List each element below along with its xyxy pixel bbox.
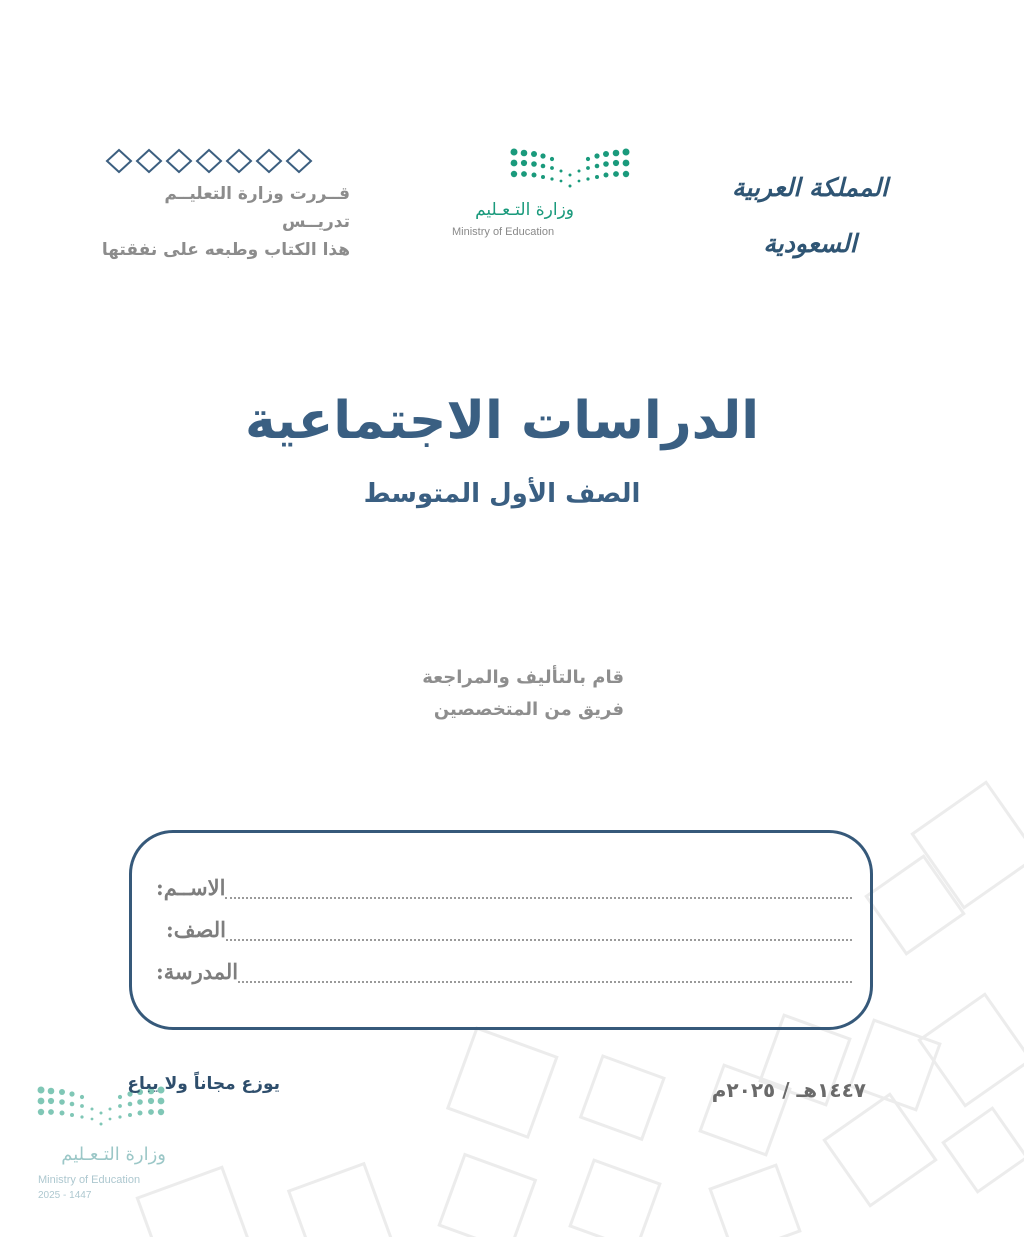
ministry-approval-text [100, 180, 350, 264]
name-label: الاســم: [156, 874, 226, 900]
book-title: الدراسات الاجتماعية [244, 391, 760, 451]
moe-footer-arabic-name: وزارة التـعـليم [61, 1144, 166, 1165]
name-field-row [148, 867, 852, 907]
kingdom-of-saudi-arabia-calligraphy: المملكة العربية السعودية [732, 173, 888, 258]
grade-label: الصف: [166, 916, 226, 942]
moe-english-name: Ministry of Education [452, 226, 555, 238]
diamond-row-icon [104, 148, 314, 174]
moe-arabic-name: وزارة التـعـليم [475, 200, 574, 220]
authors-credit [380, 662, 624, 726]
school-label: المدرسة: [156, 958, 239, 984]
school-field-row [148, 951, 852, 991]
book-grade: الصف الأول المتوسط [363, 479, 641, 509]
school-input[interactable] [238, 967, 852, 983]
grade-input[interactable] [226, 925, 852, 941]
edition-year: ١٤٤٧هـ / ٢٠٢٥م [711, 1078, 866, 1102]
approval-line-2: هذا الكتاب وطبعه على نفقتها [101, 240, 350, 260]
authors-line-1: قام بالتأليف والمراجعة [422, 667, 624, 688]
moe-footer-english-name: Ministry of Education [38, 1174, 141, 1186]
grade-field-row [148, 909, 852, 949]
approval-line-1: قــررت وزارة التعليــم تدريــس [164, 184, 350, 232]
name-input[interactable] [225, 883, 852, 899]
decorative-diamonds [104, 148, 314, 174]
student-info-box [129, 830, 873, 1030]
moe-footer-years: 2025 - 1447 [38, 1190, 92, 1201]
moe-dots-icon [510, 148, 630, 190]
ministry-of-education-logo [448, 148, 648, 248]
free-distribution-note: يوزع مجاناً ولا يباع [127, 1074, 280, 1094]
authors-line-2: فريق من المتخصصين [433, 699, 624, 720]
ministry-of-education-logo-footer [36, 1086, 196, 1206]
